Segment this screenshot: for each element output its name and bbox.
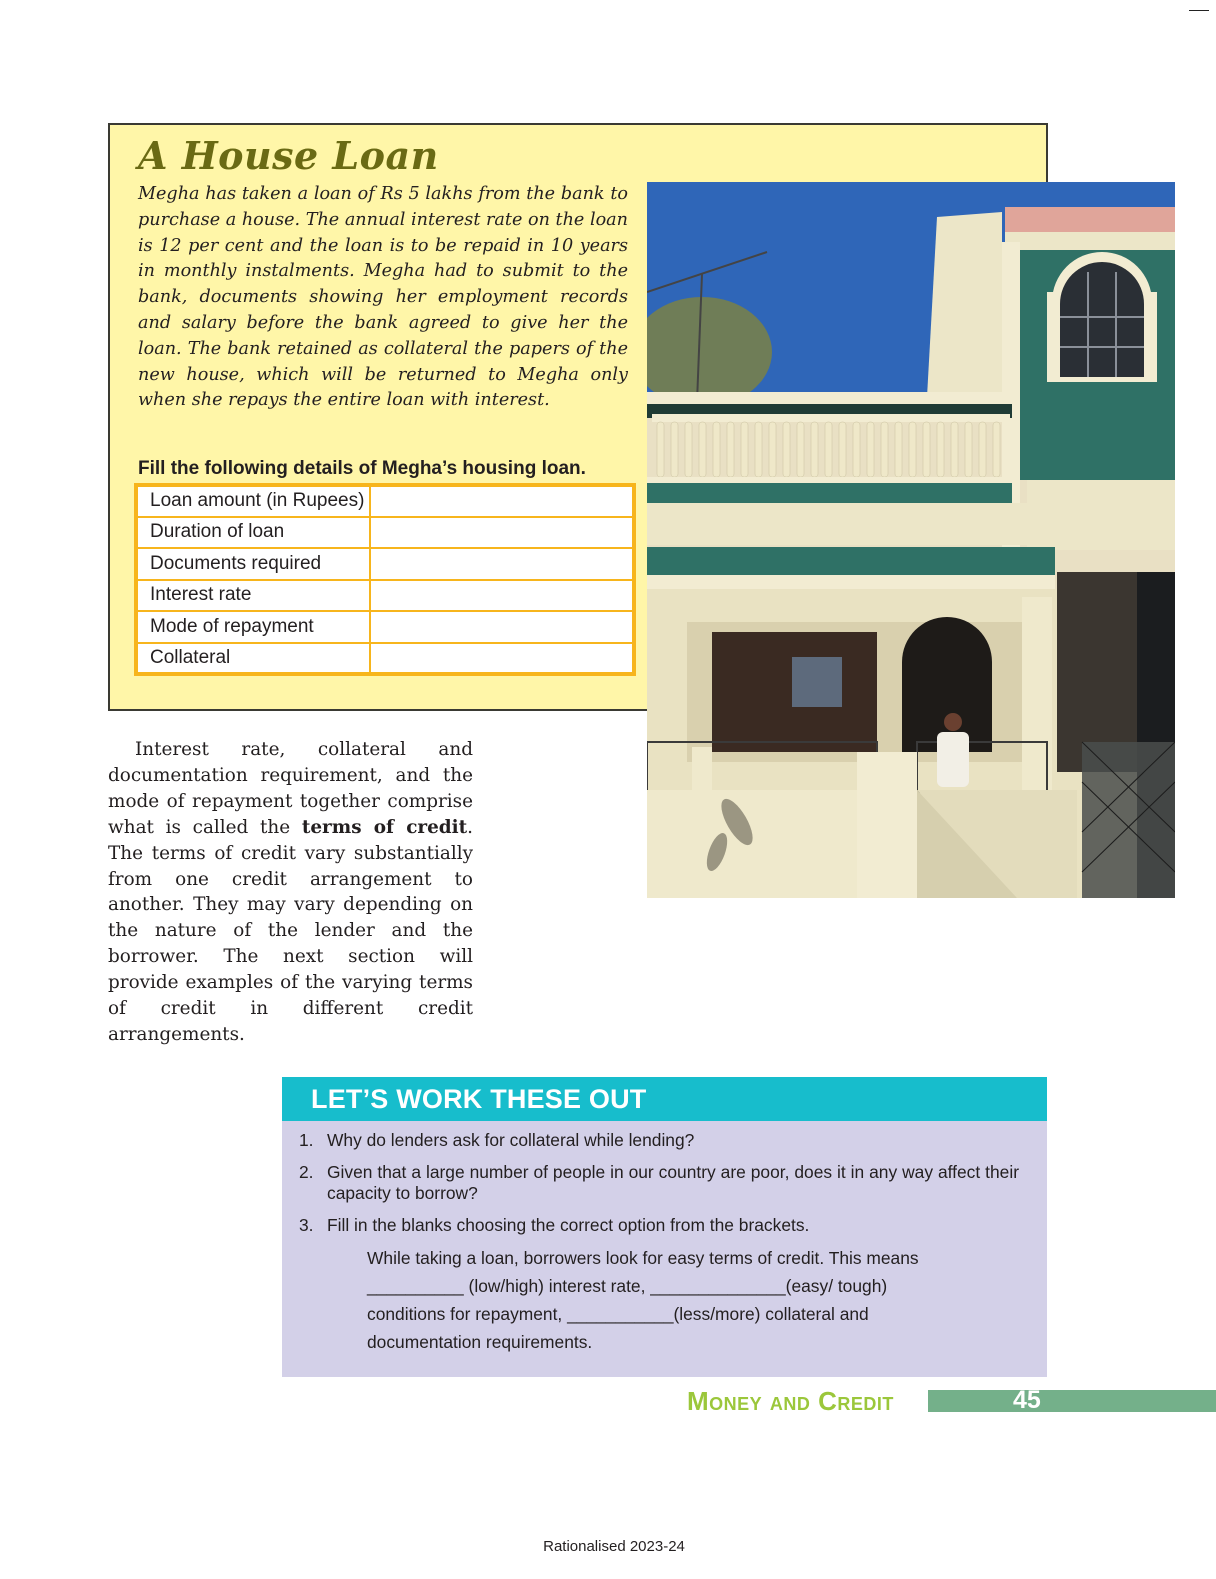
row-value-duration[interactable] <box>370 517 634 549</box>
row-value-mode-of-repayment[interactable] <box>370 611 634 643</box>
table-row <box>136 580 634 612</box>
footer-bar <box>928 1390 1216 1412</box>
crop-mark <box>1189 10 1209 11</box>
row-label-interest-rate: Interest rate <box>136 580 370 612</box>
fill-details-heading: Fill the following details of Megha’s housing loan. <box>138 458 586 479</box>
table-row <box>136 517 634 549</box>
table-row <box>136 643 634 675</box>
question-text: Why do lenders ask for collateral while lending? <box>327 1130 695 1150</box>
row-value-interest-rate[interactable] <box>370 580 634 612</box>
question-text: Given that a large number of people in our country are poor, does it in any way affect their capacity to borrow? <box>327 1162 1019 1203</box>
page-number: 45 <box>1013 1386 1041 1414</box>
house-photo <box>647 182 1175 898</box>
house-photo-illustration <box>647 182 1175 898</box>
row-value-loan-amount[interactable] <box>370 485 634 517</box>
row-value-documents[interactable] <box>370 548 634 580</box>
paragraph-text-end: . The terms of credit vary substantially from one credit arrangement to another. They may vary depending on the nature of the lender and the borrower. The next section will provide examples of the varying terms of credit in different credit arrangements. <box>108 816 474 1045</box>
loan-details-table <box>134 483 636 676</box>
lets-work-these-out-box <box>282 1077 1047 1377</box>
row-label-mode-of-repayment: Mode of repayment <box>136 611 370 643</box>
question-number: 1. <box>299 1130 314 1150</box>
question-item <box>299 1162 1019 1204</box>
table-row <box>136 611 634 643</box>
terms-of-credit-term: terms of credit <box>301 816 468 838</box>
paragraph-text-start: Interest rate, collateral and documentation requirement, and the mode of repayment together comprise what is called the <box>108 739 473 838</box>
row-label-duration: Duration of loan <box>136 517 370 549</box>
house-loan-title: A House Loan <box>138 133 439 178</box>
question-number: 2. <box>299 1162 314 1182</box>
fill-in-the-blanks-text: While taking a loan, borrowers look for easy terms of credit. This means __________ (low/high) interest rate, ______________(easy/ tough) conditions for repayment, ___________(less/more) collateral and documentation requirements. <box>367 1248 919 1352</box>
question-number: 3. <box>299 1215 314 1235</box>
question-item <box>299 1130 1019 1151</box>
row-label-documents: Documents required <box>136 548 370 580</box>
chapter-title: Money and Credit <box>687 1386 894 1416</box>
question-item <box>299 1215 1019 1236</box>
row-value-collateral[interactable] <box>370 643 634 675</box>
rationalised-note: Rationalised 2023-24 <box>543 1538 685 1555</box>
work-box-header: LET’S WORK THESE OUT <box>282 1077 1047 1121</box>
house-loan-story: Megha has taken a loan of Rs 5 lakhs from the bank to purchase a house. The annual interest rate on the loan is 12 per cent and the loan is to be repaid in 10 years in monthly instalments. Megha had to submit to the bank, documents showing her employment records and salary before the bank agreed to give her the loan. The bank retained as collateral the papers of the new house, which will be returned to Megha only when she repays the entire loan with interest. <box>138 184 628 411</box>
table-row <box>136 485 634 517</box>
question-list <box>282 1121 1047 1356</box>
terms-of-credit-paragraph <box>108 737 473 1048</box>
question-text: Fill in the blanks choosing the correct option from the brackets. <box>327 1215 810 1235</box>
row-label-collateral: Collateral <box>136 643 370 675</box>
row-label-loan-amount: Loan amount (in Rupees) <box>136 485 370 517</box>
table-row <box>136 548 634 580</box>
